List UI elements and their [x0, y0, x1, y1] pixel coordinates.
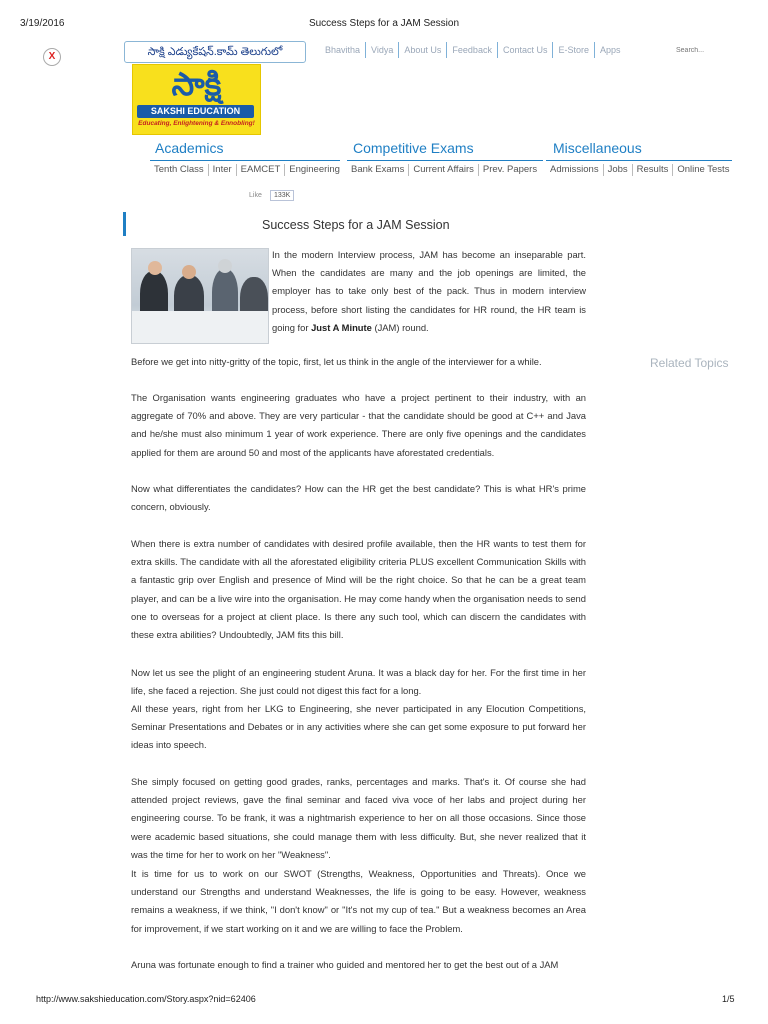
article-photo-interview — [131, 248, 269, 344]
subnav-competitive — [347, 160, 543, 179]
article-intro: In the modern Interview process, JAM has become an inseparable part. When the candidates are many and the job openings are limited, the employer has to take only best of the pack. Thus in modern interview process, before short listing the candidates for HR round, the HR team is going for Just A Minute (JAM) round. — [272, 249, 586, 333]
jam-term: Just A Minute — [311, 321, 372, 333]
category-competitive-exams[interactable]: Competitive Exams — [353, 140, 474, 156]
top-nav — [320, 40, 626, 60]
article-paragraph: Before we get into nitty-gritty of the topic, first, let us think in the angle of the interviewer for a while. — [131, 356, 542, 367]
print-page-number: 1/5 — [722, 994, 735, 1004]
subnav-prev-papers[interactable]: Prev. Papers — [482, 164, 538, 175]
topnav-contact-us[interactable]: Contact Us — [498, 42, 554, 58]
logo-telugu-wordmark: సాక్షి — [171, 66, 222, 102]
logo-band: SAKSHI EDUCATION — [137, 105, 254, 118]
print-date: 3/19/2016 — [20, 18, 65, 29]
article-paragraph: Aruna was fortunate enough to find a trainer who guided and mentored her to get the best out of a JAM — [131, 959, 559, 970]
article-paragraph: It is time for us to work on our SWOT (Strengths, Weakness, Opportunities and Threats). Once we understand our Strengths and understand Weaknesses, the life is going to be easy. However, weakness remains a weakness, if we think, "I don't know" or "It's not my cup of tea." But a weakness becomes an Area for improvement, if we start working on it and we are willing to face the Problem. — [131, 868, 586, 934]
close-icon[interactable]: X — [43, 48, 61, 66]
subnav-academics — [150, 160, 340, 179]
topnav-apps[interactable]: Apps — [600, 45, 621, 55]
sakshi-logo[interactable] — [132, 64, 261, 135]
subnav-inter[interactable]: Inter — [209, 164, 237, 176]
subnav-tenth-class[interactable]: Tenth Class — [150, 164, 209, 176]
article-paragraph: Now let us see the plight of an engineering student Aruna. It was a black day for her. For the first time in her life, she faced a rejection. She just could not digest this fact for a long. — [131, 667, 586, 697]
title-accent-bar — [123, 212, 126, 236]
print-title: Success Steps for a JAM Session — [308, 18, 460, 29]
category-academics[interactable]: Academics — [155, 140, 224, 156]
print-url: http://www.sakshieducation.com/Story.aspx?nid=62406 — [36, 994, 256, 1004]
article-paragraph: She simply focused on getting good grades, ranks, percentages and marks. That's it. Of course she had attended project reviews, gave the final seminar and faced viva voce of her labs and project during her engineering course. To be frank, it was a nightmarish experience to her on all those occasions. Since those were academic based situations, she could manage them with less difficulty. But, she never realized that it was the time for her to work on her "Weakness". — [131, 776, 586, 860]
subnav-bank-exams[interactable]: Bank Exams — [347, 164, 409, 176]
article-title: Success Steps for a JAM Session — [262, 218, 450, 232]
category-miscellaneous[interactable]: Miscellaneous — [553, 140, 642, 156]
topnav-bhavitha[interactable]: Bhavitha — [320, 42, 366, 58]
article-paragraph: When there is extra number of candidates with desired profile available, then the HR wants to test them for extra skills. The candidate with all the aforestated eligibility criteria PLUS excellent Communication Skills with a fantastic grip over English and presence of Mind will be the right choice. So that he can be a great team player, and can be a live wire into the organisation. He may come handy when the organisation needs to send one to overseas for a project at client place. Is there any such tool, which can discern the candidates with these extra abilities? Undoubtedly, JAM fits this bill. — [131, 538, 586, 641]
topnav-feedback[interactable]: Feedback — [447, 42, 498, 58]
topnav-about-us[interactable]: About Us — [399, 42, 447, 58]
search-input[interactable] — [672, 42, 760, 58]
article-paragraph: All these years, right from her LKG to Engineering, she never participated in any Elocution Competitions, Seminar Presentations and Debates or in any activities where she can get some exposure to put forward her ideas into speech. — [131, 703, 586, 751]
topnav-e-store[interactable]: E-Store — [553, 42, 595, 58]
related-topics-heading: Related Topics — [650, 356, 729, 370]
telugu-site-link[interactable]: సాక్షి ఎడ్యుకేషన్.కామ్ తెలుగులో — [124, 41, 306, 63]
article-paragraph: The Organisation wants engineering graduates who have a project pertinent to their industry, with an aggregate of 70% and above. They are very particular - that the candidate should be good at C++ and Java and he/she must also minimum 1 year of work experience. There are only five openings and the candidates applied for them are around 50 and most of the applicants have aforestated credentials. — [131, 392, 586, 458]
logo-tagline: Educating, Enlightening & Ennobling! — [138, 120, 255, 127]
topnav-vidya[interactable]: Vidya — [366, 42, 399, 58]
like-count: 133K — [270, 190, 294, 201]
subnav-engineering[interactable]: Engineering — [289, 164, 340, 175]
subnav-miscellaneous — [546, 160, 732, 179]
subnav-jobs[interactable]: Jobs — [604, 164, 633, 176]
subnav-eamcet[interactable]: EAMCET — [237, 164, 286, 176]
subnav-results[interactable]: Results — [633, 164, 674, 176]
photo-table — [132, 311, 268, 343]
subnav-admissions[interactable]: Admissions — [546, 164, 604, 176]
like-button[interactable]: Like — [249, 192, 262, 199]
subnav-online-tests[interactable]: Online Tests — [677, 164, 730, 175]
article-paragraph: Now what differentiates the candidates? How can the HR get the best candidate? This is what HR's prime concern, obviously. — [131, 483, 586, 513]
subnav-current-affairs[interactable]: Current Affairs — [409, 164, 479, 176]
